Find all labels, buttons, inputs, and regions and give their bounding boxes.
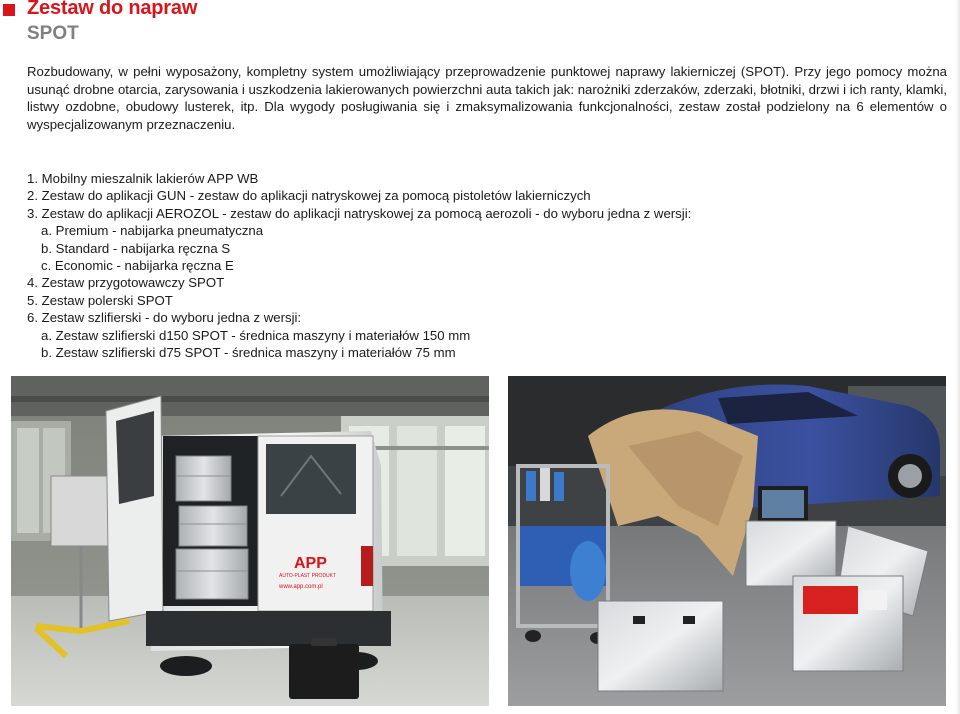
component-list [27,170,927,361]
list-item: 6. Zestaw szlifierski - do wyboru jedna z wersji: [27,310,302,326]
van-logo-small: AUTO-PLAST PRODUKT [279,573,337,579]
van-logo: APP [294,555,327,572]
page-edge-shadow [956,0,960,714]
photo-van-with-cases [11,376,489,706]
list-subitem: c. Economic - nabijarka ręczna E [41,258,234,274]
red-square-bullet-icon [3,4,15,16]
list-subitem: a. Zestaw szlifierski d150 SPOT - średnica maszyny i materiałów 150 mm [41,327,471,343]
page-header [0,0,960,50]
list-item: 2. Zestaw do aplikacji GUN - zestaw do aplikacji natryskowej za pomocą pistoletów lakierniczych [27,188,591,204]
list-item: 5. Zestaw polerski SPOT [27,292,173,308]
intro-paragraph: Rozbudowany, w pełni wyposażony, kompletny system umożliwiający przeprowadzenie punktowej naprawy lakierniczej (SPOT). Przy jego pomocy można usunąć drobne otarcia, zarysowania i uszkodzenia lakierowanych powierzchni auta takich jak: narożniki zderzaków, zderzaki, błotniki, drzwi i ich ranty, klamki, listwy ozdobne, obudowy lusterek, itp. Dla wygody posługiwania się i zmaksymalizowania funkcjonalności, zestaw został podzielony na 6 elementów o wyspecjalizowanym przeznaczeniu. [27,64,947,132]
page-title: Zestaw do napraw [27,0,198,19]
list-item: 4. Zestaw przygotowawczy SPOT [27,275,225,291]
list-item: 3. Zestaw do aplikacji AEROZOL - zestaw do aplikacji natryskowej za pomocą aerozoli - do wyboru jedna z wersji: [27,205,692,221]
list-subitem: b. Standard - nabijarka ręczna S [41,240,231,256]
photo-car-repair-setup [508,376,946,706]
list-subitem: a. Premium - nabijarka pneumatyczna [41,223,264,239]
list-item: 1. Mobilny mieszalnik lakierów APP WB [27,171,259,186]
page-subtitle: SPOT [27,23,79,44]
list-subitem: b. Zestaw szlifierski d75 SPOT - średnica maszyny i materiałów 75 mm [41,345,456,361]
van-url: www.app.com.pl [279,584,323,590]
